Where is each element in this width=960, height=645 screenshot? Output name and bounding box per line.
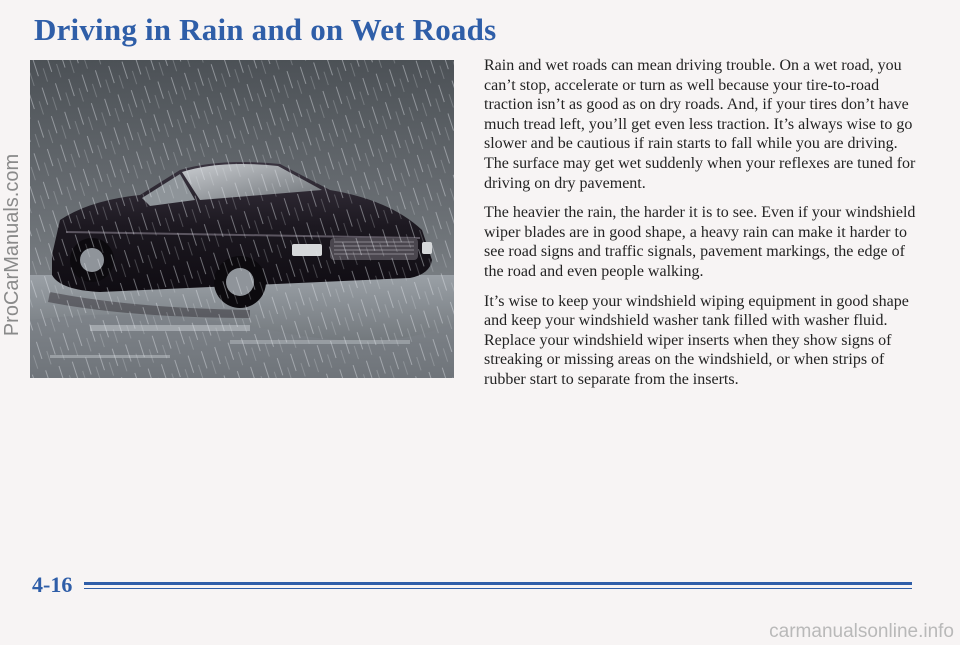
footer-rule-thick: [84, 582, 912, 585]
footer-rule-thin: [84, 588, 912, 589]
car-in-rain-photo: [30, 60, 454, 378]
page-number: 4-16: [32, 572, 73, 597]
bottom-watermark: carmanualsonline.info: [769, 621, 954, 642]
side-watermark: [0, 80, 25, 410]
paragraph-visibility: The heavier the rain, the harder it is to see. Even if your windshield wiper blades are in good shape, a heavy rain can make it harder to see road signs and traffic signals, pavement markings, the edge of the road and even people walking.: [484, 204, 916, 280]
page-footer: [32, 572, 912, 602]
page-title: Driving in Rain and on Wet Roads: [34, 12, 497, 47]
body-text: [484, 56, 916, 400]
paragraph-traction: Rain and wet roads can mean driving trouble. On a wet road, you can’t stop, accelerate or turn as well because your tire-to-road traction isn’t as good as on dry roads. And, if your tires don’t have much tread left, you’ll get even less traction. It’s always wise to go slower and be cautious if rain starts to fall while you are driving. The surface may get wet suddenly when your reflexes are tuned for driving on dry pavement.: [484, 57, 916, 192]
side-watermark-text: ProCarManuals.com: [1, 153, 23, 337]
car-in-rain-illustration: [30, 60, 454, 378]
paragraph-wiper-maintenance: It’s wise to keep your windshield wiping equipment in good shape and keep your windshield washer tank filled with washer fluid. Replace your windshield wiper inserts when they show signs of streaking or missing areas on the windshield, or when strips of rubber start to separate from the inserts.: [484, 292, 909, 388]
